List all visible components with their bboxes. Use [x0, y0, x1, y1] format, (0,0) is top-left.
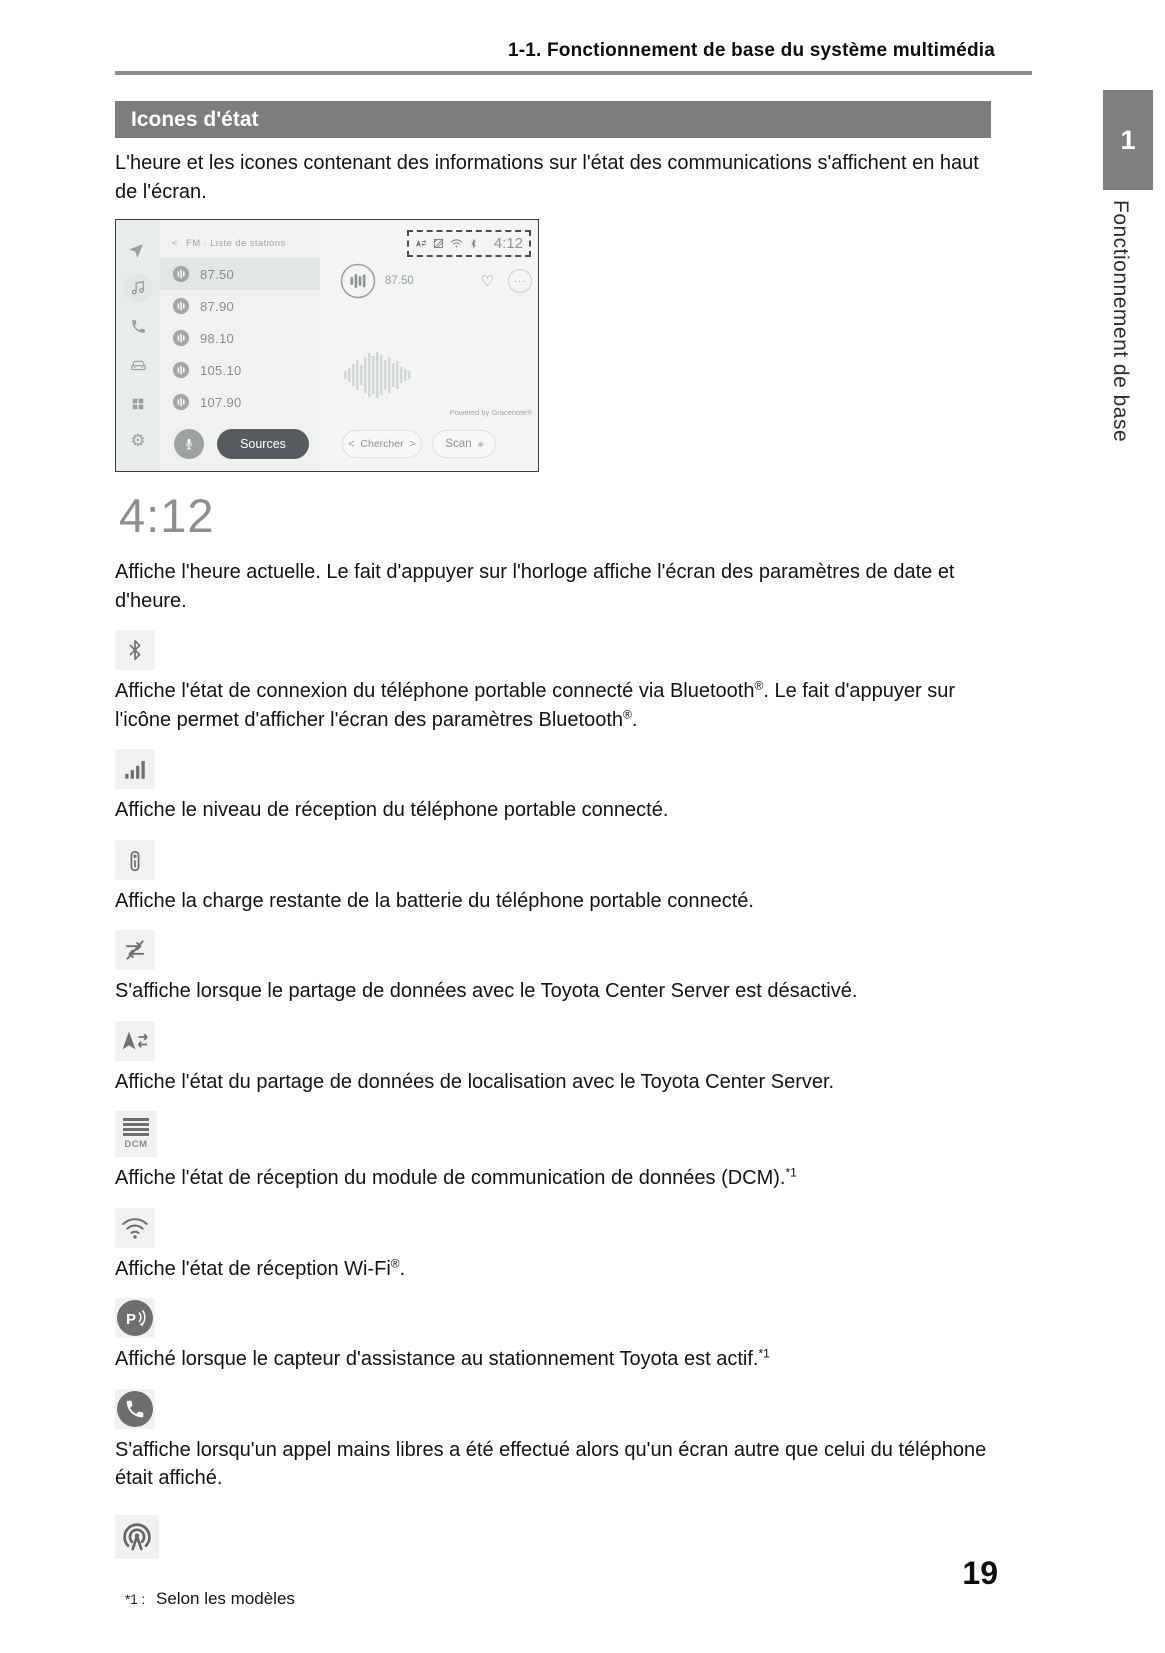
footnote-text: Selon les modèles: [156, 1588, 295, 1608]
separator-dot: ·: [203, 238, 208, 249]
back-chevron-icon: <: [172, 238, 178, 249]
entry-text: S'affiche lorsque le partage de données avec le Toyota Center Server est désactivé.: [115, 980, 858, 1002]
entry-location-sharing: [115, 1021, 995, 1097]
station-row: [160, 322, 320, 354]
station-rows: [160, 258, 320, 418]
signal-bars-icon: [115, 749, 155, 789]
dcm-label: DCM: [124, 1138, 148, 1150]
station-icon: [172, 393, 190, 411]
scan-label: Scan: [445, 438, 472, 450]
station-frequency: 87.50: [200, 266, 235, 282]
data-off-icon: [433, 238, 444, 249]
station-frequency: 105.10: [200, 362, 242, 378]
now-playing-frequency: 87.50: [385, 275, 414, 287]
car-icon: [129, 356, 148, 375]
entry-text: Affiche l'état de connexion du téléphone portable connecté via Bluetooth®. Le fait d'appuyer sur l'icône permet d'afficher l'écran des paramètres Bluetooth®.: [115, 678, 956, 731]
entry-battery: [115, 840, 995, 916]
location-share-icon: [415, 238, 427, 249]
station-icon: [172, 329, 190, 347]
station-icon: [172, 265, 190, 283]
hands-free-call-icon: [115, 1389, 155, 1429]
bluetooth-icon: [469, 237, 478, 250]
station-row: [160, 354, 320, 386]
station-row: [160, 386, 320, 418]
settings-gear-icon: ⚙: [130, 431, 146, 451]
entry-parking-sensor: [115, 1298, 995, 1374]
entry-text: Affiche le niveau de réception du téléphone portable connecté.: [115, 799, 669, 821]
station-row: [160, 258, 320, 290]
screenshot-buttons: [240, 429, 538, 459]
entry-wifi: [115, 1208, 995, 1284]
entry-text: Affiché lorsque le capteur d'assistance au stationnement Toyota est actif.$^{*1}$: [115, 1346, 770, 1370]
wireless-hotspot-icon: [115, 1515, 159, 1559]
station-icon: [172, 361, 190, 379]
now-playing-row: [340, 262, 532, 300]
status-icons-highlight-box: [407, 230, 531, 257]
more-options-icon: ···: [508, 269, 532, 293]
chevron-right-icon: >: [409, 438, 416, 450]
header-divider: [115, 71, 1032, 75]
entry-text: Affiche l'état de réception du module de communication de données (DCM).$^{*1}$: [115, 1165, 797, 1189]
parking-sensor-icon: [115, 1298, 155, 1338]
navigation-arrow-icon: [129, 240, 147, 258]
screenshot-sidebar: [116, 220, 160, 471]
entry-hands-free-call: [115, 1389, 995, 1493]
source-label: FM: [186, 238, 201, 249]
page-number: 19: [962, 1555, 998, 1591]
battery-icon: [115, 840, 155, 880]
search-label: Chercher: [360, 438, 404, 450]
phone-icon: [130, 318, 147, 335]
entry-text: Affiche l'heure actuelle. Le fait d'appuyer sur l'horloge affiche l'écran des paramètres de date et d'heure.: [115, 561, 955, 612]
bluetooth-icon: [115, 630, 155, 670]
station-frequency: 87.90: [200, 298, 235, 314]
entry-text: Affiche l'état de réception Wi-Fi®.: [115, 1255, 406, 1280]
data-sharing-off-icon: [115, 930, 155, 970]
entry-wireless-hotspot: [115, 1515, 995, 1559]
location-sharing-icon: [115, 1021, 155, 1061]
entry-clock: [115, 558, 995, 615]
chevron-left-icon: <: [348, 438, 355, 450]
wifi-icon: [115, 1208, 155, 1248]
apps-grid-icon: [130, 396, 146, 412]
audio-waveform: [342, 352, 412, 398]
gracenote-credit: Powered by Gracenote®: [449, 408, 532, 417]
entry-data-sharing-off: [115, 930, 995, 1006]
station-list-header: [160, 238, 320, 249]
sources-button: Sources: [217, 429, 309, 459]
entry-text: Affiche l'état du partage de données de localisation avec le Toyota Center Server.: [115, 1070, 835, 1093]
music-note-icon: [123, 273, 153, 303]
station-list-title: Liste de stations: [210, 238, 286, 249]
station-frequency: 107.90: [200, 394, 242, 410]
entry-text: S'affiche lorsqu'un appel mains libres a été effectué alors qu'un écran autre que celui du téléphone était affiché.: [115, 1438, 987, 1489]
wifi-icon: [450, 238, 463, 249]
intro-text: L'heure et les icones contenant des informations sur l'état des communications s'affichent en haut de l'écran.: [115, 152, 979, 203]
search-station-button: [342, 430, 422, 458]
dcm-signal-lines: [123, 1118, 149, 1136]
scan-indicator-dot: [478, 442, 483, 447]
entry-bluetooth: [115, 630, 995, 734]
clock-example: 4:12: [119, 489, 215, 542]
microphone-button: [174, 429, 204, 459]
favorite-heart-icon: ♡: [480, 272, 494, 290]
entry-signal: [115, 749, 995, 825]
entry-text: Affiche la charge restante de la batterie du téléphone portable connecté.: [115, 889, 754, 912]
status-time: 4:12: [493, 235, 523, 252]
main-content: [115, 0, 995, 1609]
footnote-marker: *1 :: [125, 1591, 146, 1607]
station-row: [160, 290, 320, 322]
page-header: 1-1. Fonctionnement de base du système multimédia: [507, 40, 995, 61]
chapter-tab: 1: [1103, 90, 1153, 190]
svg-text:P: P: [126, 1311, 137, 1328]
chapter-label: Fonctionnement de base: [1109, 200, 1132, 443]
entry-dcm: [115, 1111, 995, 1193]
footnote: [125, 1589, 995, 1609]
scan-button: [432, 430, 496, 458]
station-frequency: 98.10: [200, 330, 235, 346]
multimedia-screenshot: [115, 219, 539, 472]
station-icon: [172, 297, 190, 315]
section-title: Icones d'état: [115, 101, 991, 138]
dcm-icon: [115, 1111, 157, 1157]
now-playing-station-icon: [340, 263, 376, 299]
